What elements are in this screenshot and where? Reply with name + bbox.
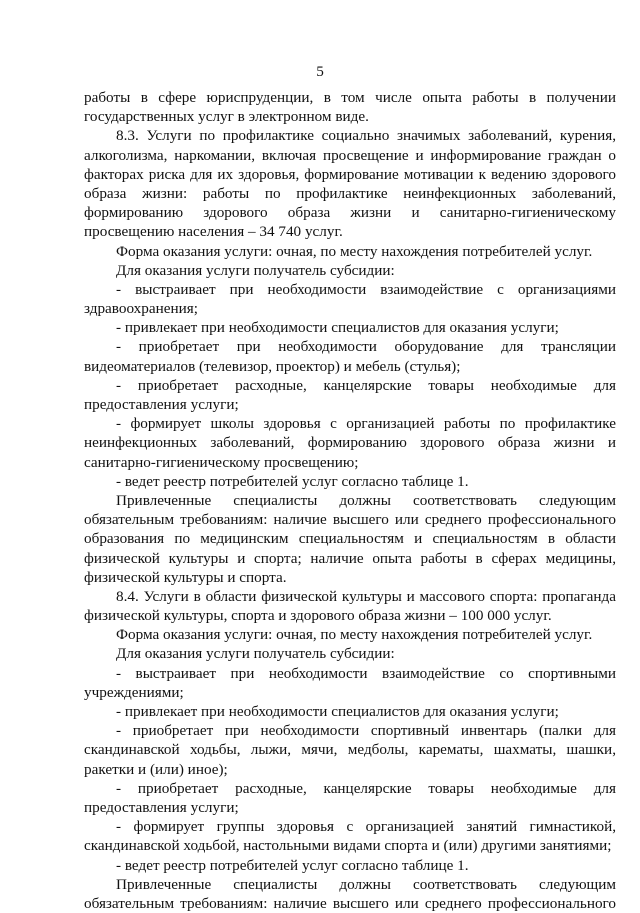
text-line: физической культуры и спорта. [84, 568, 287, 586]
text-line: алкоголизма, наркомании, включая просвещение и информирование граждан о [84, 146, 616, 164]
text-line: - выстраивает при необходимости взаимодействие с организациями [116, 280, 616, 298]
text-line: ракетки и (или) иное); [84, 760, 228, 778]
text-line: факторах риска для их здоровья, формирование мотивации к ведению здорового [84, 165, 616, 183]
text-line: видеоматериалов (телевизор, проектор) и мебель (стулья); [84, 357, 461, 375]
text-line: обязательным требованиям: наличие высшего или среднего профессионального [84, 894, 616, 912]
text-line: обязательным требованиям: наличие высшего или среднего профессионального [84, 511, 616, 529]
text-line: - приобретает расходные, канцелярские товары необходимые для [116, 779, 616, 797]
text-line: - привлекает при необходимости специалистов для оказания услуги; [116, 703, 559, 720]
text-line: неинфекционных заболеваний, формированию здорового образа жизни и [84, 434, 616, 452]
text-line: Форма оказания услуги: очная, по месту нахождения потребителей услуг. [116, 242, 593, 260]
text-line: - приобретает при необходимости оборудование для трансляции [116, 338, 616, 356]
text-line: государственных услуг в электронном виде. [84, 108, 369, 126]
text-line: физической культуры и спорта; наличие опыта работы в сферах медицины, [84, 549, 616, 567]
text-line: санитарно-гигиеническому просвещению; [84, 453, 359, 471]
text-line: 8.3. Услуги по профилактике социально значимых заболеваний, курения, [116, 127, 616, 145]
text-line: Для оказания услуги получатель субсидии: [116, 645, 395, 663]
text-line: просвещению населения – 34 740 услуг. [84, 223, 343, 241]
text-line: физической культуры, спорта и здорового образа жизни – 100 000 услуг. [84, 607, 552, 625]
text-line: Привлеченные специалисты должны соответствовать следующим [116, 875, 616, 893]
text-line: 8.4. Услуги в области физической культуры и массового спорта: пропаганда [116, 587, 616, 605]
text-line: образа жизни: работы по профилактике неинфекционных заболеваний, [84, 184, 616, 202]
text-line: работы в сфере юриспруденции, в том числе опыта работы в получении [84, 89, 616, 106]
text-line: - ведет реестр потребителей услуг согласно таблице 1. [116, 472, 469, 490]
text-line: скандинавской ходьбы, лыжи, мячи, медболы, карематы, шахматы, шашки, [84, 741, 616, 759]
text-line: - формирует группы здоровья с организацией занятий гимнастикой, [116, 818, 616, 836]
text-line: здравоохранения; [84, 300, 198, 318]
page-number: 5 [316, 63, 324, 80]
text-line: - приобретает при необходимости спортивный инвентарь (палки для [116, 722, 616, 740]
text-line: - ведет реестр потребителей услуг согласно таблице 1. [116, 856, 469, 874]
text-line: учреждениями; [84, 683, 184, 701]
text-line: скандинавской ходьбой, настольными видами спорта и (или) другими занятиями; [84, 837, 612, 855]
text-line: - формирует школы здоровья с организацией работы по профилактике [116, 415, 616, 433]
text-line: формированию здорового образа жизни и санитарно-гигиеническому [84, 204, 616, 222]
text-line: предоставления услуги; [84, 798, 239, 816]
body-text [84, 88, 616, 913]
text-line: - приобретает расходные, канцелярские товары необходимые для [116, 376, 616, 394]
text-line: Привлеченные специалисты должны соответствовать следующим [116, 491, 616, 509]
text-line: - выстраивает при необходимости взаимодействие со спортивными [116, 664, 616, 682]
text-line: предоставления услуги; [84, 396, 239, 413]
text-line: Форма оказания услуги: очная, по месту нахождения потребителей услуг. [116, 626, 593, 644]
text-line: - привлекает при необходимости специалистов для оказания услуги; [116, 319, 559, 337]
text-line: образования по медицинским специальностям и специальностям в области [84, 530, 616, 548]
text-line: Для оказания услуги получатель субсидии: [116, 261, 395, 279]
